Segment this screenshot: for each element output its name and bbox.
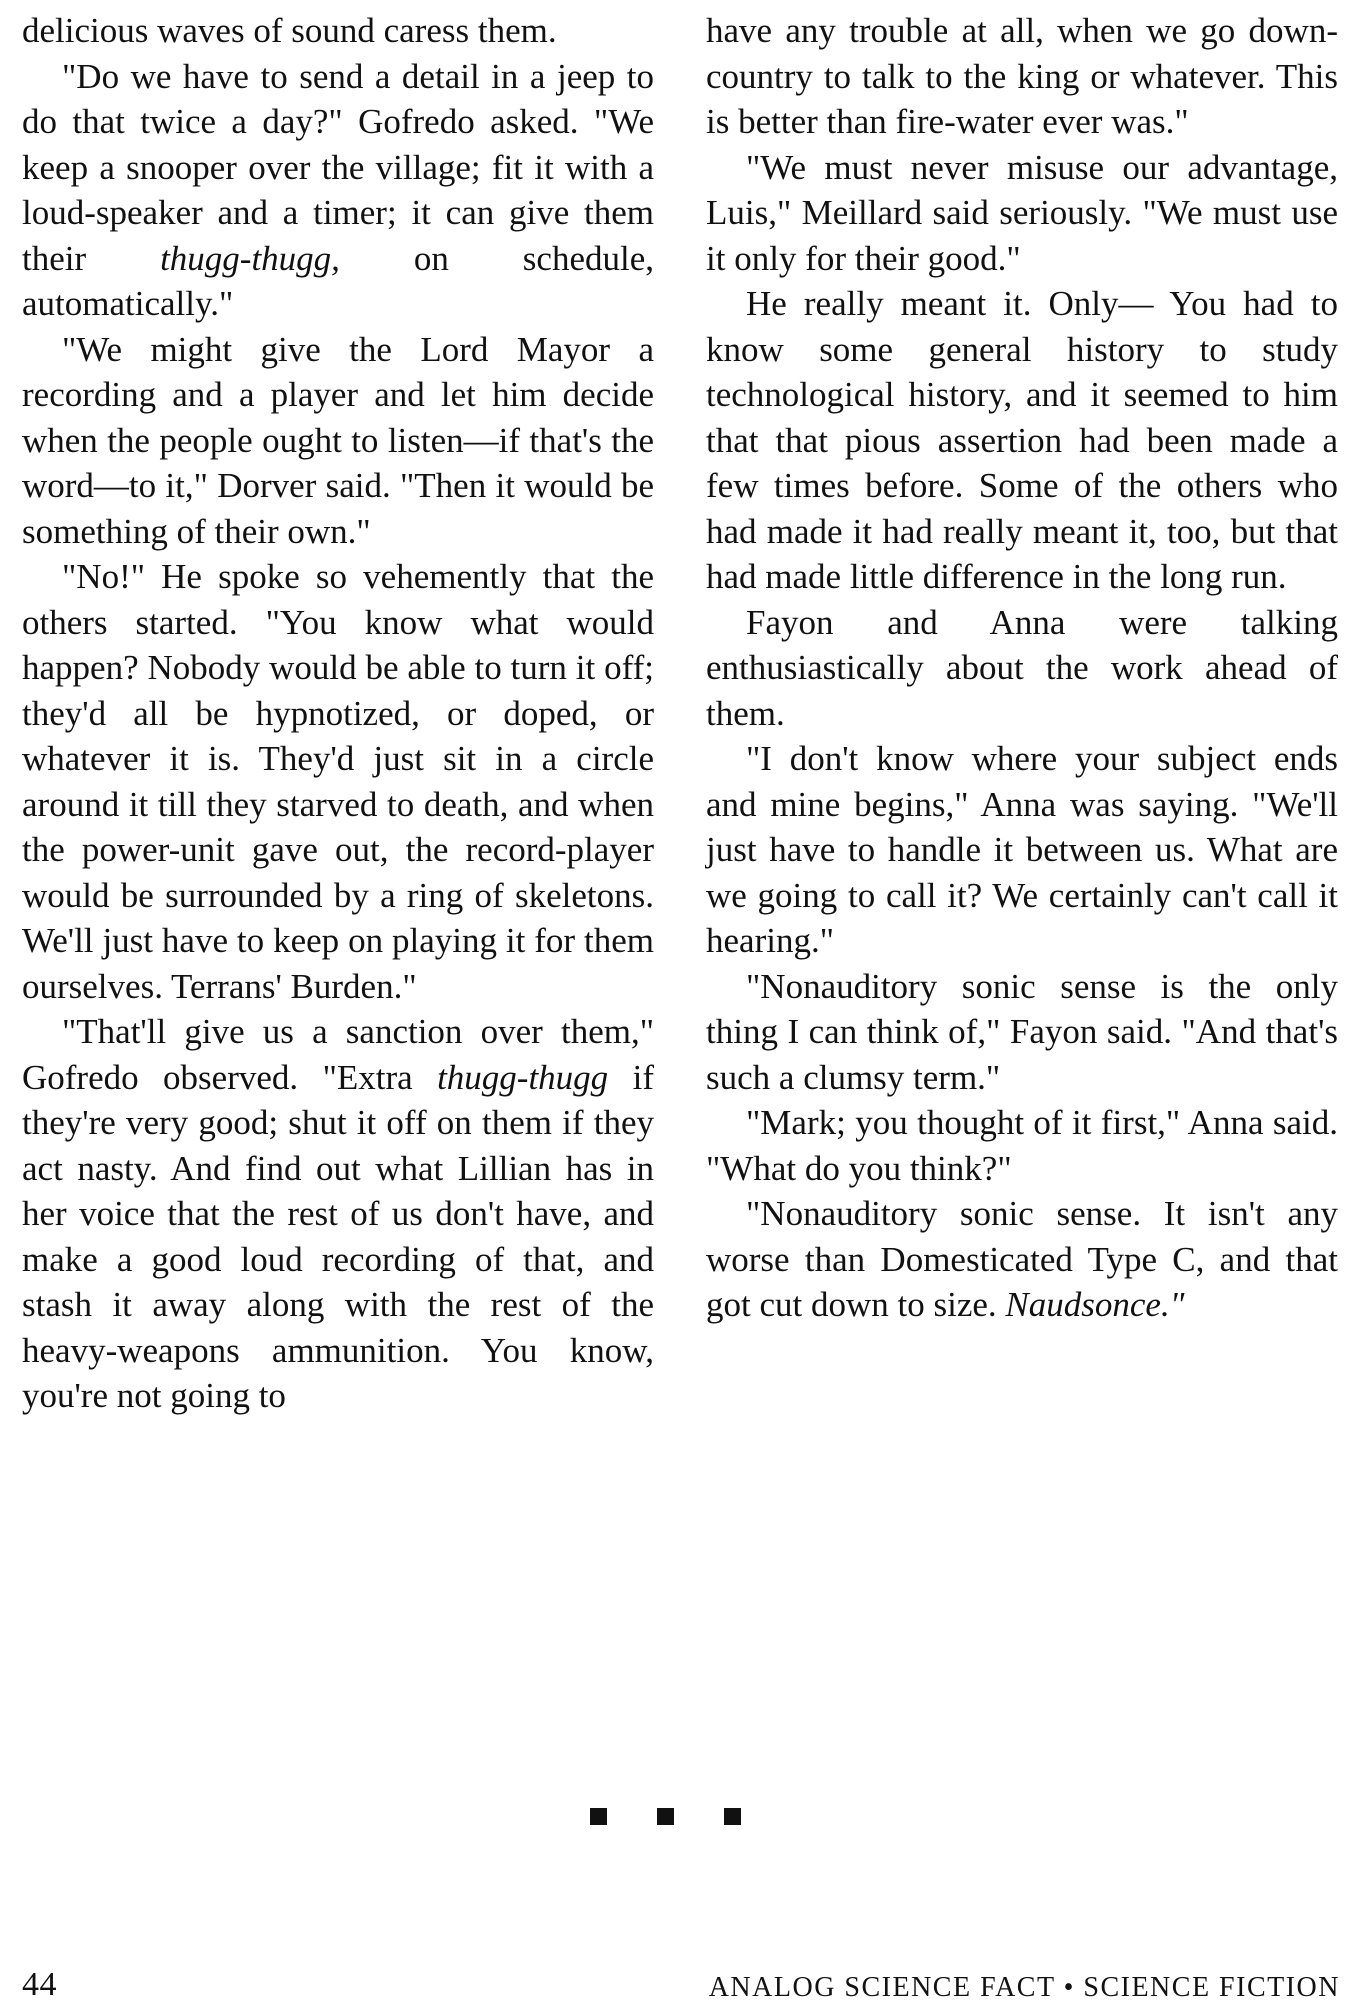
text-run: "That'll give us a sanction over them," Gofredo observed. "Extra — [22, 1012, 654, 1097]
left-column — [22, 8, 654, 1419]
text-run: "Do we have to send a detail in a jeep to do that twice a day?" Gofredo asked. "We keep a snooper over the village; fit it with a loud-speaker and a timer; it can give them their — [22, 56, 654, 278]
text-run: if they're very good; shut it off on them if they act nasty. And find out what Lillian has in her voice that the rest of us don't have, and make a good loud recording of that, and stash it away along with the rest of the heavy-weapons ammunition. You know, you're not going to — [22, 1057, 654, 1415]
text-run: "I don't know where your subject ends and mine begins," Anna was saying. "We'll just have to handle it between us. What are we going to call it? We certainly can't call it hearing." — [706, 739, 1338, 960]
paragraph — [706, 1100, 1338, 1191]
italic-text: thugg-thugg, — [160, 238, 340, 278]
text-run: "We might give the Lord Mayor a recording and a player and let him decide when the people ought to listen—if that's the word—to it," Dorver said. "Then it would be something of their own." — [22, 329, 654, 551]
paragraph — [706, 281, 1338, 600]
text-run: "No!" He spoke so vehemently that the others started. "You know what would happen? Nobody would be able to turn it off; they'd all be hypnotized, or doped, or whatever it is. They'd just sit in a circle around it till they starved to death, and when the power-unit gave out, the record-player would be surrounded by a ring of skeletons. We'll just have to keep on playing it for them ourselves. Terrans' Burden." — [22, 557, 654, 1006]
text-run: "Nonauditory sonic sense is the only thing I can think of," Fayon said. "And that's such a clumsy term." — [706, 966, 1338, 1097]
paragraph — [706, 600, 1338, 737]
text-run: Fayon and Anna were talking enthusiastically about the work ahead of them. — [706, 602, 1338, 733]
ornament-square-icon — [590, 1808, 607, 1825]
text-run: "Mark; you thought of it first," Anna said. "What do you think?" — [706, 1103, 1338, 1188]
text-run: on schedule, automatically." — [22, 238, 655, 323]
section-end-ornament — [590, 1808, 741, 1825]
text-run: "We must never misuse our advantage, Luis," Meillard said seriously. "We must use it only for their good." — [706, 147, 1338, 278]
italic-text: thugg-thugg — [437, 1057, 609, 1097]
right-column — [706, 8, 1338, 1328]
ornament-square-icon — [724, 1808, 741, 1825]
paragraph — [706, 145, 1338, 282]
text-run: "Nonauditory sonic sense. It isn't any worse than Domesticated Type C, and that got cut down to size. — [706, 1194, 1338, 1324]
paragraph — [706, 8, 1338, 145]
italic-text: Naudsonce." — [1005, 1285, 1185, 1324]
text-run: He really meant it. Only— You had to know some general history to study technological history, and it seemed to him that that pious assertion had been made a few times before. Some of the others who had made it had really meant it, too, but that had made little difference in the long run. — [706, 284, 1338, 596]
paragraph — [22, 327, 654, 555]
paragraph — [22, 8, 654, 54]
running-head: ANALOG SCIENCE FACT • SCIENCE FICTION — [708, 1972, 1340, 2003]
paragraph — [22, 54, 654, 327]
paragraph — [706, 736, 1338, 964]
paragraph — [22, 1009, 654, 1419]
text-run: delicious waves of sound caress them. — [22, 11, 557, 50]
ornament-square-icon — [657, 1808, 674, 1825]
text-run: have any trouble at all, when we go down-country to talk to the king or whatever. This is better than fire-water ever was." — [706, 11, 1338, 141]
paragraph — [706, 964, 1338, 1101]
paragraph — [22, 554, 654, 1009]
paragraph — [706, 1191, 1338, 1328]
page-number: 44 — [22, 1966, 57, 2003]
